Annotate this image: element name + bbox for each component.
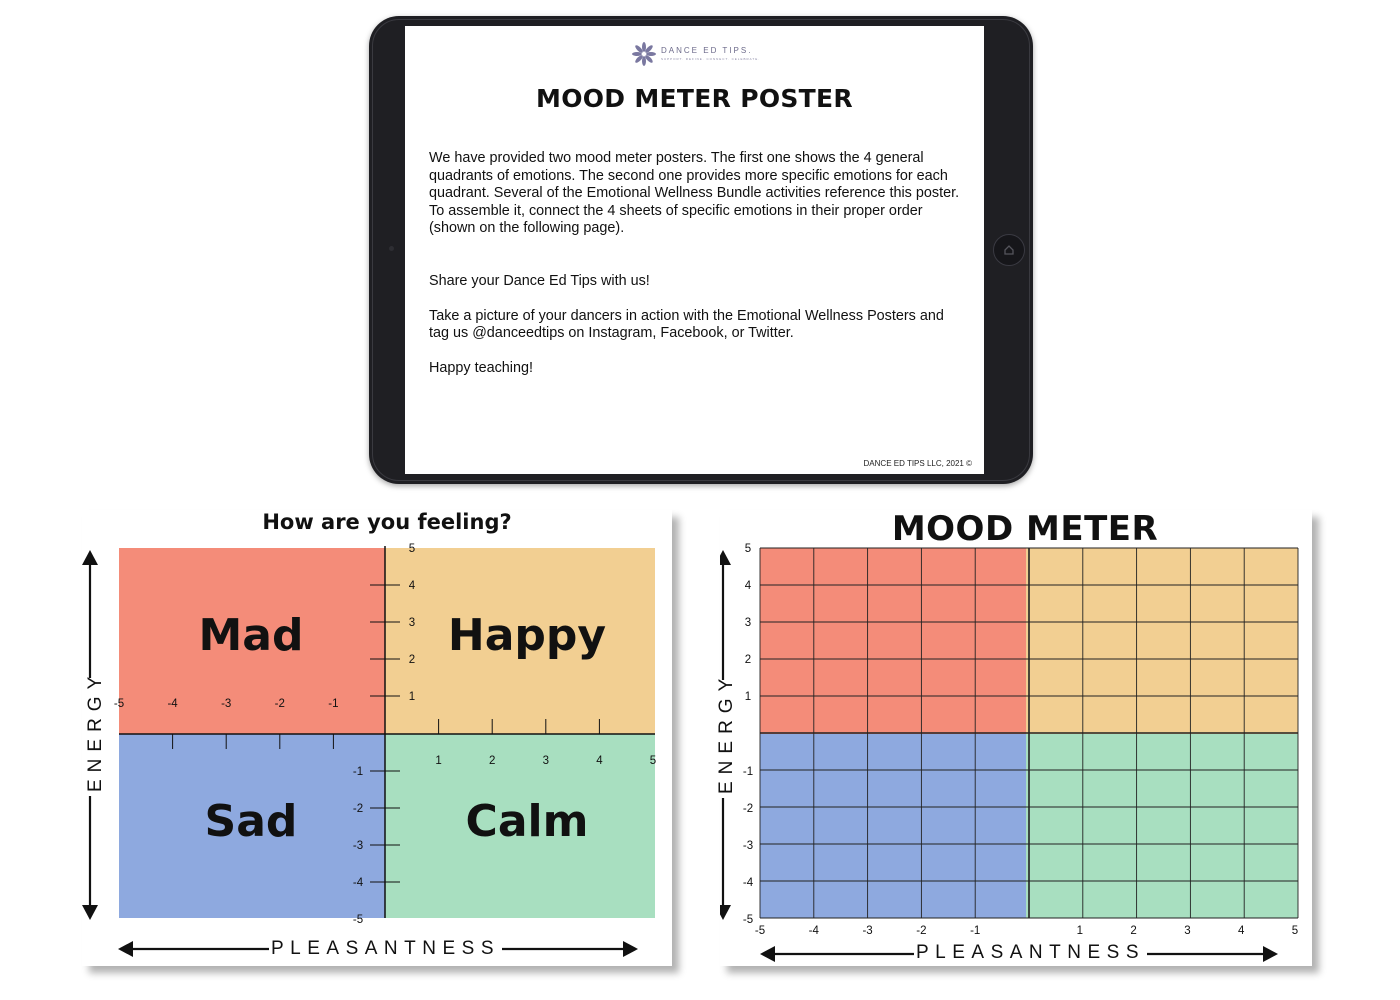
y-tick-label: 2	[744, 654, 752, 666]
dance-logo-icon	[631, 41, 657, 67]
logo-name: DANCE ED TIPS.	[661, 46, 753, 55]
poster2-chart	[720, 510, 1312, 966]
y-tick-label: -3	[742, 840, 754, 852]
y-tick-label: -2	[352, 803, 364, 815]
poster-mood-meter-grid	[716, 509, 1312, 966]
x-tick-label: -3	[862, 925, 873, 937]
quadrant-sad: Sad	[204, 796, 298, 847]
y-tick-label: -2	[742, 803, 754, 815]
y-tick-label: 4	[408, 580, 416, 592]
energy-axis-label: ENERGY	[85, 678, 107, 796]
y-tick-label: -1	[352, 766, 364, 778]
x-tick-label: 4	[596, 755, 603, 767]
arrowhead-up	[82, 550, 98, 565]
y-tick-label: -3	[352, 840, 364, 852]
share-paragraph: Share your Dance Ed Tips with us!	[429, 272, 650, 289]
logo-tagline: SUPPORT. REFINE. CONNECT. CELEBRATE.	[661, 57, 761, 61]
x-tick-label: 3	[542, 755, 550, 767]
quadrant-mad-fill	[760, 548, 1026, 734]
y-tick-label: 4	[744, 580, 752, 592]
x-tick-label: -5	[113, 698, 125, 710]
x-tick-label: -1	[328, 698, 339, 710]
quadrant-calm: Calm	[465, 796, 589, 847]
signoff-paragraph: Happy teaching!	[429, 359, 534, 376]
dance-ed-tips-logo	[631, 41, 760, 67]
y-tick-label: 1	[408, 691, 416, 703]
quadrant-calm-fill	[1026, 734, 1298, 918]
tablet-home-button-icon[interactable]	[993, 234, 1025, 266]
x-tick-label: -2	[274, 698, 285, 710]
x-tick-label: -4	[808, 925, 819, 937]
x-tick-label: 5	[649, 755, 657, 767]
tablet-device	[369, 16, 1033, 484]
quadrant-happy: Happy	[447, 610, 607, 661]
arrowhead-up	[720, 550, 731, 565]
y-tick-label: 1	[744, 691, 752, 703]
tablet-camera	[389, 246, 394, 251]
intro-paragraph: We have provided two mood meter posters. The first one shows the 4 general quadrants of emotions. The second one provides more specific emotions for each quadrant. Several of the Emotional Wellness Bundle activities reference this poster. To assemble it, connect the 4 sheets of specific emotions in their proper order (shown on the following page).	[429, 150, 960, 237]
y-tick-label: -4	[352, 877, 364, 889]
energy-axis-label: ENERGY	[716, 680, 738, 798]
x-tick-label: -2	[916, 925, 927, 937]
document-body	[429, 150, 963, 377]
y-tick-label: -1	[742, 766, 754, 778]
x-tick-label: -3	[221, 698, 232, 710]
x-tick-label: 2	[1130, 925, 1137, 937]
x-tick-label: -1	[970, 925, 981, 937]
y-tick-label: 5	[744, 543, 752, 555]
quadrant-mad: Mad	[198, 610, 304, 661]
poster1-chart	[82, 510, 672, 966]
arrowhead-down	[82, 905, 98, 920]
x-tick-label: 1	[1076, 925, 1084, 937]
x-tick-label: -4	[167, 698, 178, 710]
y-tick-label: 5	[408, 543, 416, 555]
x-tick-label: 2	[488, 755, 496, 767]
y-tick-label: -5	[352, 914, 364, 926]
y-tick-label: -5	[742, 914, 754, 926]
y-tick-label: 3	[744, 617, 752, 629]
arrowhead-down	[720, 905, 731, 920]
poster2-title: MOOD METER	[891, 509, 1159, 549]
x-tick-label: 5	[1291, 925, 1299, 937]
arrowhead-right	[1263, 946, 1278, 962]
x-tick-label: 1	[435, 755, 442, 767]
document-footer: DANCE ED TIPS LLC, 2021 ©	[863, 459, 972, 468]
y-tick-label: 2	[408, 654, 416, 666]
pleasantness-axis-label: PLEASANTNESS	[916, 942, 1145, 963]
social-paragraph: Take a picture of your dancers in action with the Emotional Wellness Posters and tag us @danceedtips on Instagram, Facebook, or Twitter.	[429, 307, 944, 342]
arrowhead-left	[118, 941, 133, 957]
poster1-title: How are you feeling?	[262, 510, 512, 534]
quadrant-sad-fill	[760, 734, 1026, 918]
document-title: MOOD METER POSTER	[536, 84, 853, 113]
poster-general-quadrants	[82, 510, 672, 966]
quadrant-happy-fill	[1026, 548, 1298, 734]
tablet-screen	[405, 26, 984, 474]
pleasantness-axis-label: PLEASANTNESS	[271, 938, 500, 959]
arrowhead-left	[760, 946, 775, 962]
x-tick-label: 3	[1184, 925, 1191, 937]
y-tick-label: 3	[408, 617, 416, 629]
x-tick-label: 4	[1237, 925, 1245, 937]
arrowhead-right	[623, 941, 638, 957]
y-tick-label: -4	[742, 877, 754, 889]
x-tick-label: -5	[754, 925, 766, 937]
